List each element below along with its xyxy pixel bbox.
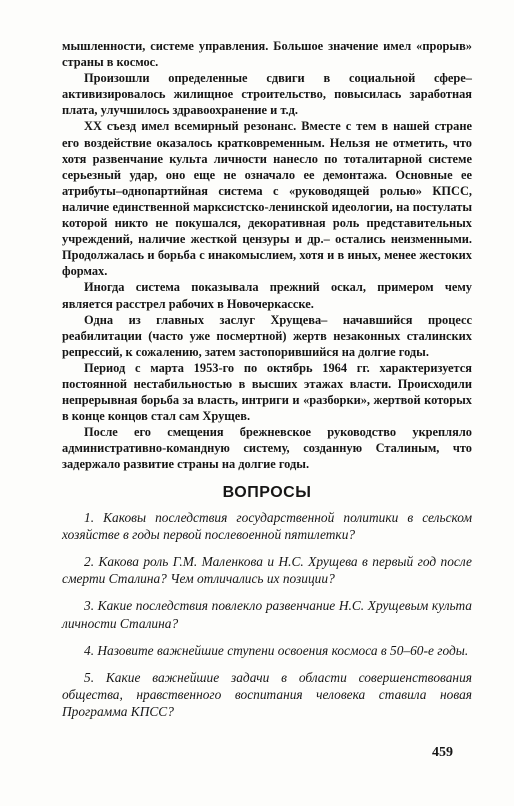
question-item: 5. Какие важнейшие задачи в области совершенствования общества, нравственного воспитания человека ставила новая Программа КПСС? (62, 670, 472, 720)
question-item: 2. Какова роль Г.М. Маленкова и Н.С. Хрущева в первый год после смерти Сталина? Чем отличались их позиции? (62, 554, 472, 587)
question-item: 3. Какие последствия повлекло развенчание Н.С. Хрущевым культа личности Сталина? (62, 598, 472, 631)
paragraph-novocherkassk: Иногда система показывала прежний оскал, примером чему является расстрел рабочих в Новочеркасске. (62, 280, 472, 311)
paragraph-brezhnev: После его смещения брежневское руководство укрепляло административно-командную систему, созданную Сталиным, что задержало развитие страны на долгие годы. (62, 425, 472, 472)
question-item: 4. Назовите важнейшие ступени освоения космоса в 50–60-е годы. (84, 642, 469, 658)
page-text-block (62, 38, 472, 731)
paragraph-rehabilitation: Одна из главных заслуг Хрущева– начавшийся процесс реабилитации (часто уже посмертной) жертв незаконных сталинских репрессий, к сожалению, затем застопорившийся на долгие годы. (62, 312, 472, 359)
section-heading-questions: ВОПРОСЫ (222, 483, 312, 501)
paragraph-social-changes: Произошли определенные сдвиги в социальной сфере– активизировалось жилищное строительство, повысилась заработная плата, улучшилось здравоохранение и т.д. (62, 71, 472, 118)
question-item: 1. Каковы последствия государственной политики в сельском хозяйстве в годы первой послевоенной пятилетки? (62, 509, 472, 542)
paragraph-instability-period: Период с марта 1953-го по октябрь 1964 гг. характеризуется постоянной нестабильностью в высших этажах власти. Происходили непрерывная борьба за власть, интриги и «разборки», жертвой которых в конце концов стал сам Хрущев. (62, 360, 472, 424)
page-number: 459 (432, 745, 453, 760)
paragraph-continuation: мышленности, системе управления. Большое значение имел «прорыв» страны в космос. (62, 39, 472, 70)
paragraph-xx-congress: XX съезд имел всемирный резонанс. Вместе с тем в нашей стране его воздействие оказалось кратковременным. Нельзя не отметить, что хотя развенчание культа личности нанесло по тоталитарной системе серьезный удар, оно еще не означало ее демонтажа. Основные ее атрибуты–однопартийная система с «руководящей ролью» КПСС, наличие единственной марксистско-ленинской идеологии, на постулаты которой никто не покушался, декоративная роль представительных учреждений, наличие жесткой цензуры и др.– остались неизменными. Продолжалась и борьба с инакомыслием, хотя и в иных, менее жестоких формах. (62, 119, 472, 279)
